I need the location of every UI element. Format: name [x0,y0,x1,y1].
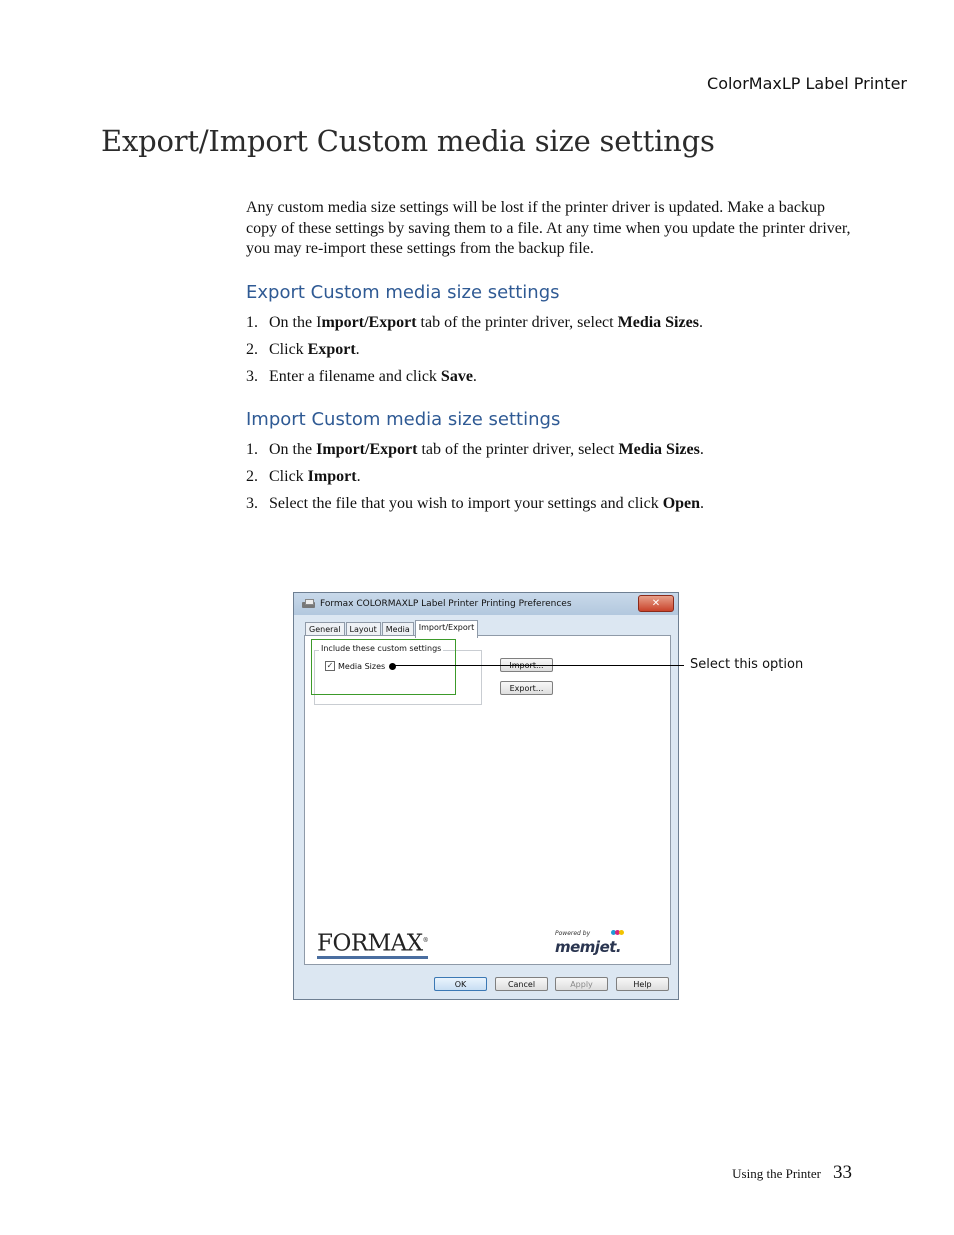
callout-line [392,665,684,666]
footer-section: Using the Printer [732,1166,821,1181]
running-header: ColorMaxLP Label Printer [707,74,907,93]
list-item: 3. Select the file that you wish to import your settings and click Open. [246,494,705,512]
media-sizes-checkbox[interactable]: ✓ [326,661,334,670]
page-title: Export/Import Custom media size settings [101,124,715,158]
media-sizes-option[interactable] [325,661,385,671]
content-body [246,198,851,521]
export-steps [246,313,851,387]
export-button[interactable]: Export... [500,681,553,695]
cancel-button[interactable]: Cancel [495,977,548,991]
import-steps [246,440,851,514]
apply-button[interactable]: Apply [555,977,608,991]
help-button[interactable]: Help [616,977,669,991]
list-item: 2. Click Import. [246,467,361,485]
ok-button[interactable]: OK [434,977,487,991]
group-label: Include these custom settings [321,644,442,653]
callout-text: Select this option [690,657,804,672]
tab-general[interactable]: General [305,622,345,638]
close-button[interactable]: ✕ [638,595,674,612]
list-item: 1. On the Import/Export tab of the printer driver, select Media Sizes. [246,313,703,331]
memjet-dots-icon [611,930,625,936]
list-item: 1. On the Import/Export tab of the printer driver, select Media Sizes. [246,440,704,458]
list-item: 3. Enter a filename and click Save. [246,367,477,385]
import-heading: Import Custom media size settings [246,408,561,430]
page-number: 33 [833,1162,852,1183]
list-item: 2. Click Export. [246,340,360,358]
dialog-titlebar [294,593,678,615]
tab-import-export[interactable]: Import/Export [415,620,478,638]
formax-logo: FORMAX® [317,930,429,957]
intro-paragraph: Any custom media size settings will be lost if the printer driver is updated. Make a backup copy of these settings by saving them to a file. At any time when you update the printer driver, you may re-import these settings from the backup file. [246,199,851,257]
media-sizes-label: Media Sizes [338,661,386,671]
tab-media[interactable]: Media [382,622,414,638]
dialog-title: Formax COLORMAXLP Label Printer Printing Preferences [320,599,572,609]
memjet-logo: Powered by memjet. [555,930,621,956]
printing-preferences-dialog [293,592,679,1000]
tab-panel [304,635,671,965]
page-footer [732,1162,852,1184]
tab-layout[interactable]: Layout [346,622,381,638]
export-heading: Export Custom media size settings [246,281,560,303]
printer-icon [302,599,316,610]
